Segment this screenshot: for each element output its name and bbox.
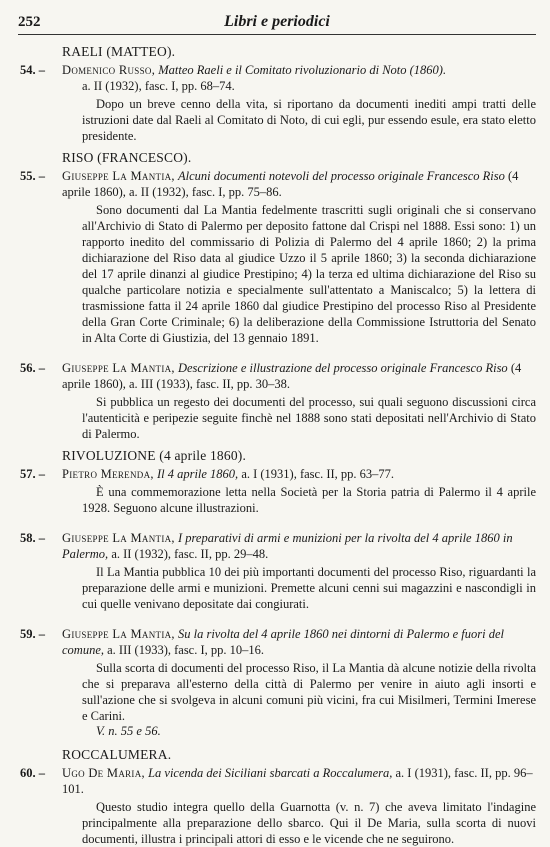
publication-details: a. III (1933), fasc. I, pp. 10–16. bbox=[107, 643, 265, 657]
abstract-text: È una commemorazione letta nella Società per la Storia patria di Palermo il 4 aprile 1928. Seguono alcune illustrazioni. bbox=[82, 485, 536, 515]
see-also-reference: V. n. 55 e 56. bbox=[96, 724, 161, 738]
page-header bbox=[18, 12, 536, 35]
entry-59 bbox=[20, 626, 536, 658]
author: Pietro Merenda, bbox=[62, 467, 154, 481]
author: Giuseppe La Mantia, bbox=[62, 531, 175, 545]
author: Giuseppe La Mantia, bbox=[62, 627, 175, 641]
publication-details: (4 aprile 1860), a. II (1932), fasc. I, pp. 75–86. bbox=[62, 169, 519, 199]
abstract bbox=[82, 394, 536, 442]
entry-number: 58. – bbox=[20, 531, 45, 545]
abstract-text: Il La Mantia pubblica 10 dei più importanti documenti del processo Riso, riguardanti la preparazione delle armi e munizioni. Premette alcuni cenni sui magazzini e nascondigli in cui quelle venivano depositate dai congiurati. bbox=[82, 565, 536, 611]
abstract-text: Si pubblica un regesto dei documenti del processo, sui quali seguono discussioni circa l'autenticità e peripezie seguite finchè nel 1888 sono stati depositati nell'Archivio di Stato di Palermo. bbox=[82, 395, 536, 441]
article-title: Descrizione e illustrazione del processo originale Francesco Riso bbox=[177, 361, 508, 375]
abstract bbox=[82, 564, 536, 612]
section-heading: ROCCALUMERA. bbox=[62, 747, 172, 762]
entry-number: 55. – bbox=[20, 169, 45, 183]
running-title: Libri e periodici bbox=[224, 13, 330, 30]
entry-number: 60. – bbox=[20, 766, 45, 780]
author: Giuseppe La Mantia, bbox=[62, 169, 175, 183]
section-heading: RIVOLUZIONE (4 aprile 1860). bbox=[62, 448, 247, 463]
author: Giuseppe La Mantia, bbox=[62, 361, 175, 375]
entry-number: 54. – bbox=[20, 63, 45, 77]
article-title: La vicenda dei Siciliani sbarcati a Roccalumera, bbox=[148, 766, 393, 780]
article-title: Matteo Raeli e il Comitato rivoluzionario di Noto (1860). bbox=[158, 63, 447, 77]
article-title: I preparativi di armi e munizioni per la rivolta del 4 aprile 1860 in Palermo, bbox=[62, 531, 513, 561]
publication-details: (4 aprile 1860), a. III (1933), fasc. II, pp. 30–38. bbox=[62, 361, 522, 391]
abstract-text: Sono documenti dal La Mantia fedelmente trascritti sugli originali che si conservano all'Archivio di Stato di Palermo per deposito fattone dal Crispi nel 1888. Essi sono: 1) un rapporto inedito del commissario di Polizia di Palermo del 4 aprile 1860; 2) la prima dichiarazione del Riso data al giudice Uzzo il 5 aprile 1860; 3) la seconda dichiarazione del 17 aprile dinanzi al giudice Prestipino; 4) la terza ed ultima dichiarazione del Riso su qualche particolare notizia e specialmente sull'attentato a Maniscalco; 5) la lettera di trasmissione fatta il 24 aprile 1860 dal giudice Prestipino del processo Riso al Presidente della Gran Corte Criminale; 6) la deliberazione della Commissione Istruttoria del Senato in Alta Corte di Giustizia, del 13 gennaio 1891. bbox=[82, 203, 536, 345]
citation bbox=[62, 168, 536, 200]
entry-54 bbox=[20, 62, 536, 94]
page-number: 252 bbox=[18, 14, 41, 30]
publication-details: a. II (1932), fasc. II, pp. 29–48. bbox=[111, 547, 269, 561]
article-title: Su la rivolta del 4 aprile 1860 nei dintorni di Palermo e fuori del comune, bbox=[62, 627, 504, 657]
entry-number: 59. – bbox=[20, 627, 45, 641]
author: Ugo De Maria, bbox=[62, 766, 145, 780]
abstract bbox=[82, 484, 536, 516]
citation bbox=[62, 626, 536, 658]
citation bbox=[62, 62, 536, 94]
author: Domenico Russo, bbox=[62, 63, 156, 77]
entry-number: 56. – bbox=[20, 361, 45, 375]
abstract bbox=[82, 202, 536, 346]
entry-60 bbox=[20, 765, 536, 797]
citation bbox=[62, 765, 536, 797]
abstract-text: Questo studio integra quello della Guarnotta (v. n. 7) che aveva limitato l'indagine principalmente alla preparazione dello sbarco. Qui il De Maria, sulla scorta di nuovi documenti, illustra i principali attori di esso e le vicende che ne seguirono. bbox=[82, 800, 536, 846]
abstract bbox=[82, 660, 536, 724]
entry-number: 57. – bbox=[20, 467, 45, 481]
entry-57 bbox=[20, 466, 536, 482]
abstract bbox=[82, 96, 536, 144]
citation bbox=[62, 360, 536, 392]
entry-55 bbox=[20, 168, 536, 200]
section-heading: RISO (FRANCESCO). bbox=[62, 150, 192, 165]
citation bbox=[62, 466, 536, 482]
entry-56 bbox=[20, 360, 536, 392]
publication-details: a. I (1931), fasc. II, pp. 96–101. bbox=[62, 766, 533, 796]
entry-58 bbox=[20, 530, 536, 562]
article-title: Alcuni documenti notevoli del processo originale Francesco Riso bbox=[177, 169, 505, 183]
bibliography-content bbox=[20, 44, 536, 847]
abstract bbox=[82, 799, 536, 847]
citation bbox=[62, 530, 536, 562]
section-heading: RAELI (MATTEO). bbox=[62, 44, 176, 59]
publication-details: a. II (1932), fasc. I, pp. 68–74. bbox=[82, 79, 235, 93]
publication-details: a. I (1931), fasc. II, pp. 63–77. bbox=[241, 467, 395, 481]
article-title: Il 4 aprile 1860, bbox=[156, 467, 239, 481]
abstract-text: Dopo un breve cenno della vita, si riportano da documenti inediti ampi tratti delle istruzioni date dal Raeli al Comitato di Noto, di cui egli, pur essendo esule, era stato eletto presidente. bbox=[82, 97, 536, 143]
abstract-text: Sulla scorta di documenti del processo Riso, il La Mantia dà alcune notizie della rivolta che si preparava all'esterno della città di Palermo per venire in aiuto agli insorti e sull'azione che si svolgeva in alcuni comuni più vicini, fra cui Misilmeri, Termini Imerese e Carini. bbox=[82, 661, 536, 723]
